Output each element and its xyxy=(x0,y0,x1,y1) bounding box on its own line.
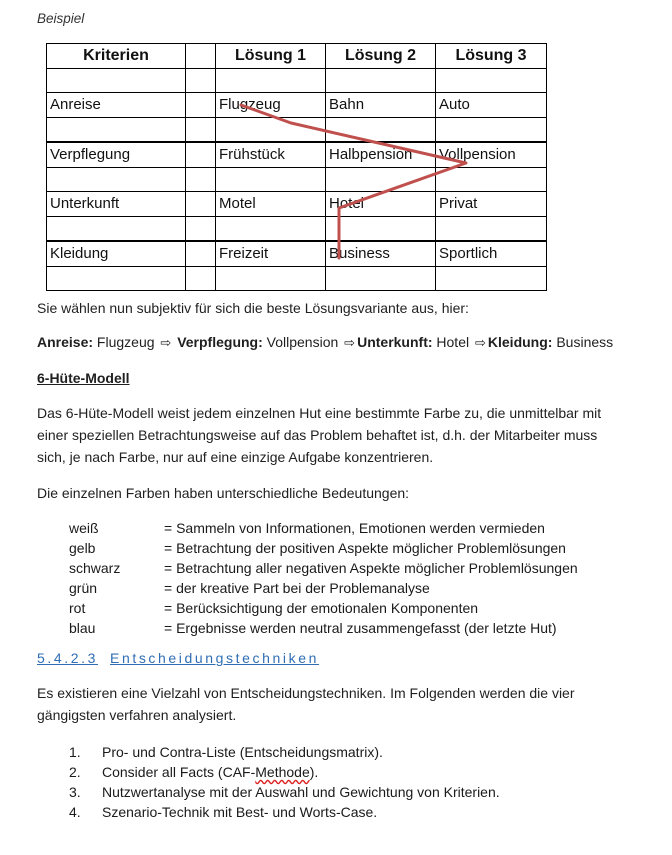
empty-cell xyxy=(186,142,216,167)
list-text: Pro- und Contra-Liste (Entscheidungsmatrix). xyxy=(102,744,383,760)
choice-line xyxy=(37,331,637,354)
hat-color-name: blau xyxy=(69,620,96,636)
criterion-cell: Verpflegung xyxy=(47,142,186,167)
empty-cell xyxy=(186,192,216,217)
list-text: Consider all Facts (CAF- xyxy=(102,764,256,780)
header-cell: Lösung 3 xyxy=(436,44,547,69)
table-spacer-row xyxy=(47,167,547,192)
table-row xyxy=(47,192,547,217)
list-number: 3. xyxy=(69,784,81,800)
hat-color-name: weiß xyxy=(69,520,99,536)
right-arrow-icon: ⇨ xyxy=(344,335,356,350)
list-text: Szenario-Technik mit Best- und Worts-Case. xyxy=(102,804,378,820)
option-cell: Frühstück xyxy=(216,142,326,167)
list-item xyxy=(69,598,578,618)
criterion-cell: Kleidung xyxy=(47,241,186,266)
option-cell: Auto xyxy=(436,93,547,118)
hat-color-meaning: = Berücksichtigung der emotionalen Komponenten xyxy=(164,600,479,616)
list-number: 1. xyxy=(69,744,81,760)
choice-value: Vollpension xyxy=(266,334,339,350)
hat-color-meaning: = Ergebnisse werden neutral zusammengefasst (der letzte Hut) xyxy=(164,620,557,636)
list-item xyxy=(69,538,578,558)
spellcheck-flagged-word: Methode xyxy=(255,764,310,780)
option-cell: Business xyxy=(326,241,436,266)
option-cell: Privat xyxy=(436,192,547,217)
section-title: Entscheidungstechniken xyxy=(110,650,319,666)
right-arrow-icon: ⇨ xyxy=(160,335,172,350)
header-cell: Lösung 2 xyxy=(326,44,436,69)
hat-color-meaning: = Betrachtung aller negativen Aspekte möglicher Problemlösungen xyxy=(164,560,578,576)
morphological-table xyxy=(46,43,547,291)
table-row xyxy=(47,241,547,266)
hats-heading: 6-Hüte-Modell xyxy=(37,370,130,386)
option-cell: Flugzeug xyxy=(216,93,326,118)
hat-color-meaning: = Sammeln von Informationen, Emotionen werden vermieden xyxy=(164,520,545,536)
list-item xyxy=(69,518,578,538)
table-row xyxy=(47,93,547,118)
header-cell: Lösung 1 xyxy=(216,44,326,69)
hats-paragraph: Das 6-Hüte-Modell weist jedem einzelnen Hut eine bestimmte Farbe zu, die unmittelbar mit einer speziellen Betrachtungsweise auf das Problem behaftet ist, d.h. der Mitarbeiter muss sich, je nach Farbe, nur auf eine einzige Aufgabe konzentrieren. xyxy=(37,405,602,465)
list-item xyxy=(69,558,578,578)
choice-value: Business xyxy=(556,334,614,350)
criterion-cell: Unterkunft xyxy=(47,192,186,217)
hat-color-name: rot xyxy=(69,600,86,616)
choice-value: Hotel xyxy=(436,334,470,350)
choice-value: Flugzeug xyxy=(96,334,155,350)
table-spacer-row xyxy=(47,266,547,291)
choice-label: Kleidung: xyxy=(487,334,553,350)
choice-label: Unterkunft: xyxy=(357,334,433,350)
example-caption: Beispiel xyxy=(37,11,85,26)
list-item xyxy=(69,578,578,598)
empty-cell xyxy=(186,241,216,266)
list-text: ). xyxy=(309,764,319,780)
section-paragraph: Es existieren eine Vielzahl von Entscheidungstechniken. Im Folgenden werden die vier gängigsten verfahren analysiert. xyxy=(37,685,575,723)
list-number: 2. xyxy=(69,764,81,780)
header-cell xyxy=(186,44,216,69)
list-item xyxy=(69,782,500,802)
table-row xyxy=(47,142,547,167)
hat-color-name: gelb xyxy=(69,540,96,556)
list-item xyxy=(69,742,500,762)
intro-sentence: Sie wählen nun subjektiv für sich die beste Lösungsvariante aus, hier: xyxy=(37,300,469,316)
header-cell: Kriterien xyxy=(47,44,186,69)
list-item xyxy=(69,802,500,822)
empty-cell xyxy=(186,93,216,118)
morphological-box xyxy=(46,43,527,291)
table-spacer-row xyxy=(47,68,547,93)
option-cell: Vollpension xyxy=(436,142,547,167)
option-cell: Sportlich xyxy=(436,241,547,266)
table-header-row xyxy=(47,44,547,69)
right-arrow-icon: ⇨ xyxy=(474,335,486,350)
techniques-list xyxy=(69,742,500,822)
hat-color-meaning: = Betrachtung der positiven Aspekte möglicher Problemlösungen xyxy=(164,540,566,556)
table-spacer-row xyxy=(47,216,547,241)
list-item xyxy=(69,762,500,782)
option-cell: Halbpension xyxy=(326,142,436,167)
option-cell: Bahn xyxy=(326,93,436,118)
hat-color-meaning: = der kreative Part bei der Problemanalyse xyxy=(164,580,430,596)
option-cell: Freizeit xyxy=(216,241,326,266)
option-cell: Motel xyxy=(216,192,326,217)
section-number: 5.4.2.3 xyxy=(37,650,99,666)
choice-label: Anreise: xyxy=(37,334,94,350)
hat-colors-list xyxy=(69,518,578,638)
option-cell: Hotel xyxy=(326,192,436,217)
list-number: 4. xyxy=(69,804,81,820)
list-text: Nutzwertanalyse mit der Auswahl und Gewichtung von Kriterien. xyxy=(102,784,500,800)
choice-label: Verpflegung: xyxy=(177,334,263,350)
criterion-cell: Anreise xyxy=(47,93,186,118)
hat-color-name: schwarz xyxy=(69,560,121,576)
section-heading xyxy=(37,650,319,666)
hat-color-name: grün xyxy=(69,580,98,596)
colors-intro: Die einzelnen Farben haben unterschiedliche Bedeutungen: xyxy=(37,485,410,501)
list-item xyxy=(69,618,578,638)
table-spacer-row xyxy=(47,117,547,142)
